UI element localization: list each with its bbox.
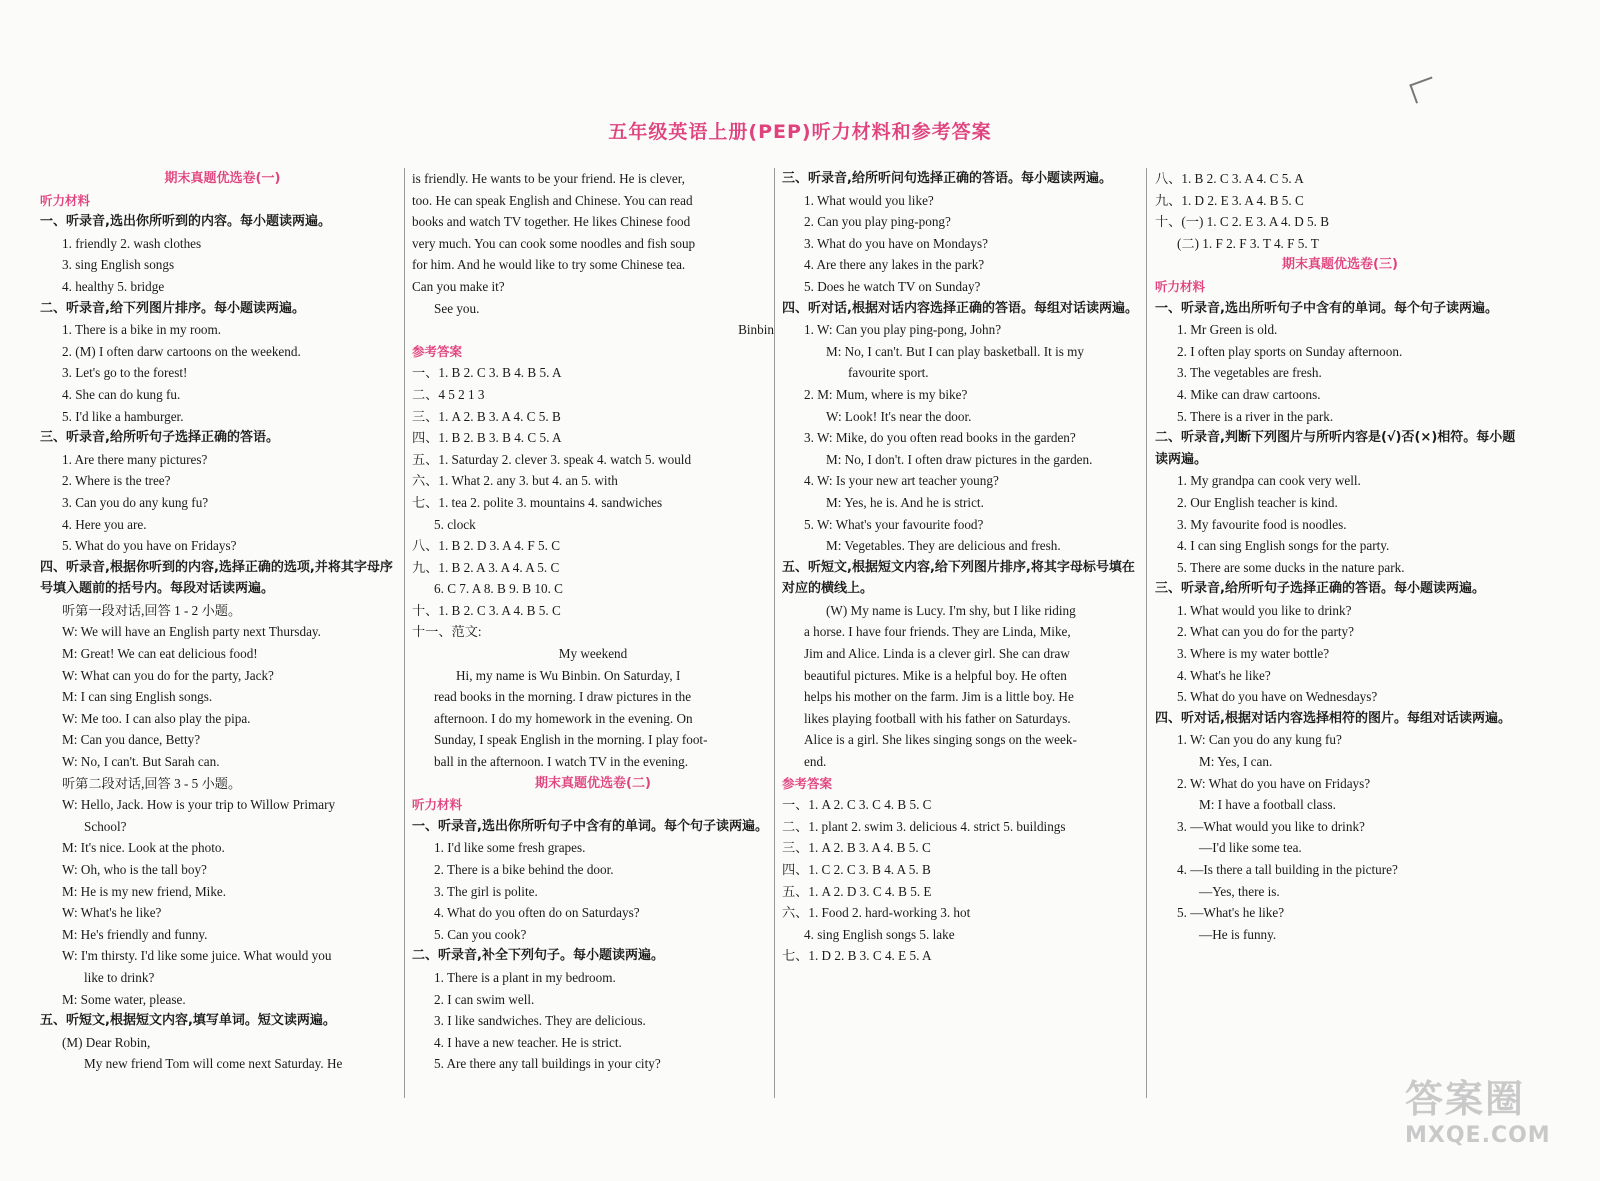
text-line: 1. What would you like?: [804, 192, 934, 208]
exam-title: 期末真题优选卷(三): [1282, 257, 1398, 273]
text-line: 听第二段对话,回答 3 - 5 小题。: [62, 775, 242, 791]
text-line: 1. W: Can you do any kung fu?: [1177, 732, 1342, 748]
section-heading: 三、听录音,给所听问句选择正确的答语。每小题读两遍。: [782, 171, 1112, 186]
text-line: 4. Are there any lakes in the park?: [804, 257, 985, 273]
text-line: too. He can speak English and Chinese. You can read: [412, 192, 693, 208]
text-line: (W) My name is Lucy. I'm shy, but I like riding: [826, 602, 1076, 618]
text-line: W: What's he like?: [62, 905, 162, 921]
text-line: 3. The vegetables are fresh.: [1177, 365, 1322, 381]
text-line: (M) Dear Robin,: [62, 1034, 151, 1050]
text-line: 4. What's he like?: [1177, 667, 1271, 683]
text-line: 2. W: What do you have on Fridays?: [1177, 775, 1371, 791]
section-heading: 一、听录音,选出所听句子中含有的单词。每个句子读两遍。: [1155, 300, 1498, 316]
text-line: M: I have a football class.: [1199, 797, 1336, 813]
text-line: books and watch TV together. He likes Chinese food: [412, 214, 691, 230]
text-line: 3. Let's go to the forest!: [62, 365, 188, 381]
text-line: 二、1. plant 2. swim 3. delicious 4. strict 5. buildings: [782, 818, 1066, 834]
text-line: 1. What would you like to drink?: [1177, 602, 1352, 618]
text-line: —He is funny.: [1199, 926, 1277, 942]
text-line: W: Look! It's near the door.: [826, 408, 972, 424]
watermark-text: 答案圈: [1405, 1077, 1526, 1121]
text-line: 九、1. B 2. A 3. A 4. A 5. C: [412, 559, 560, 575]
text-line: 六、1. What 2. any 3. but 4. an 5. with: [412, 473, 618, 489]
text-line: 十一、范文:: [412, 624, 482, 640]
text-line: 6. C 7. A 8. B 9. B 10. C: [434, 581, 563, 597]
exam-title: 期末真题优选卷(一): [164, 171, 281, 186]
text-line: beautiful pictures. Mike is a helpful boy. He often: [804, 667, 1067, 683]
text-line: 2. Our English teacher is kind.: [1177, 494, 1338, 510]
text-line: helps his mother on the farm. Jim is a little boy. He: [804, 689, 1074, 705]
text-line: 1. friendly 2. wash clothes: [62, 235, 202, 251]
text-line: Hi, my name is Wu Binbin. On Saturday, I: [456, 667, 681, 683]
text-line: 十、1. B 2. C 3. A 4. B 5. C: [412, 602, 561, 618]
section-heading: 二、听录音,判断下列图片与所听内容是(√)否(×)相符。每小题读两遍。: [1155, 430, 1516, 467]
exam-title: 期末真题优选卷(二): [535, 775, 651, 791]
text-line: a horse. I have four friends. They are Linda, Mike,: [804, 624, 1071, 640]
text-line: M: He's friendly and funny.: [62, 926, 208, 942]
text-line: Can you make it?: [412, 278, 505, 294]
text-line: 4. W: Is your new art teacher young?: [804, 473, 999, 489]
text-line: end.: [804, 754, 827, 770]
text-line: M: Vegetables. They are delicious and fresh.: [826, 538, 1061, 554]
text-line: 3. What do you have on Mondays?: [804, 235, 988, 251]
text-line: 十、(一) 1. C 2. E 3. A 4. D 5. B: [1155, 214, 1330, 230]
text-line: 七、1. D 2. B 3. C 4. E 5. A: [782, 948, 932, 964]
text-line: W: Me too. I can also play the pipa.: [62, 710, 251, 726]
text-line: 5. —What's he like?: [1177, 905, 1285, 921]
text-line: My new friend Tom will come next Saturday. He: [84, 1056, 343, 1072]
text-line: 五、1. Saturday 2. clever 3. speak 4. watch 5. would: [412, 451, 692, 467]
text-line: M: He is my new friend, Mike.: [62, 883, 227, 899]
text-line: 5. W: What's your favourite food?: [804, 516, 984, 532]
text-line: 五、1. A 2. D 3. C 4. B 5. E: [782, 883, 932, 899]
text-line: 5. Does he watch TV on Sunday?: [804, 278, 981, 294]
text-line: Jim and Alice. Linda is a clever girl. She can draw: [804, 646, 1070, 662]
subsection-label: 参考答案: [782, 775, 833, 791]
text-line: 2. I often play sports on Sunday afternoon.: [1177, 343, 1403, 359]
text-line: 四、1. C 2. C 3. B 4. A 5. B: [782, 862, 931, 877]
section-heading: 二、听录音,给下列图片排序。每小题读两遍。: [40, 300, 305, 316]
text-line: 3. Where is my water bottle?: [1177, 646, 1330, 662]
section-heading: 四、听录音,根据你听到的内容,选择正确的选项,并将其字母序号填入题前的括号内。每段对话读两遍。: [40, 559, 393, 597]
text-line: Alice is a girl. She likes singing songs on the week-: [804, 732, 1077, 748]
text-line: favourite sport.: [848, 365, 929, 381]
text-line: 二、4 5 2 1 3: [412, 386, 485, 402]
text-line: read books in the morning. I draw pictures in the: [434, 689, 692, 705]
text-line: 5. Can you cook?: [434, 926, 527, 942]
text-line: 5. There is a river in the park.: [1177, 408, 1334, 424]
text-line: 4. healthy 5. bridge: [62, 278, 165, 294]
text-line: 4. —Is there a tall building in the picture?: [1177, 862, 1398, 877]
text-line: 3. —What would you like to drink?: [1177, 818, 1365, 834]
column-4: [1155, 168, 1525, 945]
text-line: 1. Are there many pictures?: [62, 451, 208, 467]
section-heading: 三、听录音,给所听句子选择正确的答语。: [40, 430, 279, 446]
text-line: likes playing football with his father on Saturdays.: [804, 710, 1071, 726]
text-line: 一、1. B 2. C 3. B 4. B 5. A: [412, 365, 562, 381]
text-line: Binbin: [738, 322, 774, 338]
text-line: 1. There is a plant in my bedroom.: [434, 969, 616, 985]
corner-scribble: [1409, 76, 1438, 103]
text-line: 一、1. A 2. C 3. C 4. B 5. C: [782, 797, 932, 813]
watermark-logo: [1405, 1068, 1590, 1173]
text-line: 3. W: Mike, do you often read books in the garden?: [804, 430, 1076, 446]
text-line: 2. (M) I often darw cartoons on the weekend.: [62, 343, 301, 359]
text-line: School?: [84, 818, 127, 834]
text-line: 3. I like sandwiches. They are delicious.: [434, 1013, 646, 1029]
text-line: M: It's nice. Look at the photo.: [62, 840, 225, 856]
subsection-label: 听力材料: [40, 192, 91, 208]
text-line: 3. Can you do any kung fu?: [62, 494, 209, 510]
column-divider: [1146, 168, 1147, 1098]
text-line: 八、1. B 2. C 3. A 4. C 5. A: [1155, 171, 1304, 186]
text-line: See you.: [434, 300, 480, 316]
subsection-label: 听力材料: [1155, 278, 1206, 294]
text-line: 九、1. D 2. E 3. A 4. B 5. C: [1155, 192, 1304, 208]
text-line: afternoon. I do my homework in the evening. On: [434, 710, 693, 726]
text-line: 1. There is a bike in my room.: [62, 322, 222, 338]
text-line: 2. Where is the tree?: [62, 473, 171, 489]
text-line: 4. Here you are.: [62, 516, 147, 532]
section-heading: 四、听对话,根据对话内容选择相符的图片。每组对话读两遍。: [1155, 710, 1511, 726]
text-line: very much. You can cook some noodles and fish soup: [412, 235, 696, 251]
text-line: 2. What can you do for the party?: [1177, 624, 1354, 640]
text-line: 5. I'd like a hamburger.: [62, 408, 184, 424]
text-line: for him. And he would like to try some Chinese tea.: [412, 257, 686, 273]
text-line: M: Some water, please.: [62, 991, 186, 1007]
text-line: M: No, I can't. But I can play basketball. It is my: [826, 343, 1085, 359]
text-line: ball in the afternoon. I watch TV in the evening.: [434, 754, 689, 770]
page-title: 五年级英语上册(PEP)听力材料和参考答案: [608, 121, 992, 143]
text-line: Sunday, I speak English in the morning. I play foot-: [434, 732, 708, 748]
text-line: 1. Mr Green is old.: [1177, 322, 1278, 338]
text-line: M: Yes, he is. And he is strict.: [826, 494, 984, 510]
column-divider: [404, 168, 405, 1098]
text-line: (二) 1. F 2. F 3. T 4. F 5. T: [1177, 235, 1319, 251]
text-line: 2. M: Mum, where is my bike?: [804, 386, 968, 402]
section-heading: 二、听录音,补全下列句子。每小题读两遍。: [412, 948, 664, 964]
text-line: 5. clock: [434, 516, 476, 532]
text-line: 七、1. tea 2. polite 3. mountains 4. sandwiches: [412, 494, 663, 510]
text-line: 5. There are some ducks in the nature park.: [1177, 559, 1405, 575]
text-line: 5. What do you have on Wednesdays?: [1177, 689, 1378, 705]
text-line: 3. The girl is polite.: [434, 883, 538, 899]
text-line: 1. My grandpa can cook very well.: [1177, 473, 1361, 489]
text-line: 1. W: Can you play ping-pong, John?: [804, 322, 1002, 338]
section-heading: 一、听录音,选出你所听到的内容。每小题读两遍。: [40, 214, 331, 230]
text-line: is friendly. He wants to be your friend. He is clever,: [412, 171, 685, 186]
subsection-label: 参考答案: [412, 343, 463, 359]
text-line: W: We will have an English party next Thursday.: [62, 624, 321, 640]
text-line: 3. sing English songs: [62, 257, 175, 273]
text-line: 4. I have a new teacher. He is strict.: [434, 1034, 622, 1050]
text-line: 2. I can swim well.: [434, 991, 535, 1007]
text-line: 4. Mike can draw cartoons.: [1177, 386, 1321, 402]
text-line: M: Can you dance, Betty?: [62, 732, 201, 748]
text-line: —I'd like some tea.: [1199, 840, 1302, 856]
text-line: M: Yes, I can.: [1199, 754, 1273, 770]
text-line: 六、1. Food 2. hard-working 3. hot: [782, 905, 971, 921]
text-line: M: I can sing English songs.: [62, 689, 213, 705]
text-line: 2. Can you play ping-pong?: [804, 214, 951, 230]
text-line: 三、1. A 2. B 3. A 4. C 5. B: [412, 408, 561, 424]
text-line: W: What can you do for the party, Jack?: [62, 667, 274, 683]
text-line: M: Great! We can eat delicious food!: [62, 646, 258, 662]
watermark-url: MXQE.COM: [1405, 1123, 1551, 1148]
section-heading: 一、听录音,选出你所听句子中含有的单词。每个句子读两遍。: [412, 818, 768, 834]
text-line: 1. I'd like some fresh grapes.: [434, 840, 586, 856]
column-1: [40, 168, 405, 1075]
text-line: 听第一段对话,回答 1 - 2 小题。: [62, 602, 242, 618]
subsection-label: 听力材料: [412, 797, 463, 813]
text-line: W: No, I can't. But Sarah can.: [62, 754, 220, 770]
text-line: —Yes, there is.: [1199, 883, 1280, 899]
text-line: 三、1. A 2. B 3. A 4. B 5. C: [782, 840, 931, 856]
text-line: like to drink?: [84, 969, 155, 985]
text-line: 4. sing English songs 5. lake: [804, 926, 955, 942]
text-line: 2. There is a bike behind the door.: [434, 862, 614, 877]
text-line: 3. My favourite food is noodles.: [1177, 516, 1347, 532]
text-line: 八、1. B 2. D 3. A 4. F 5. C: [412, 538, 561, 554]
text-line: 4. What do you often do on Saturdays?: [434, 905, 640, 921]
text-line: 4. I can sing English songs for the party.: [1177, 538, 1390, 554]
section-heading: 五、听短文,根据短文内容,填写单词。短文读两遍。: [40, 1013, 336, 1029]
column-2: [412, 168, 774, 1075]
text-line: My weekend: [558, 646, 628, 662]
section-heading: 五、听短文,根据短文内容,给下列图片排序,将其字母标号填在对应的横线上。: [782, 559, 1135, 597]
column-divider: [774, 168, 775, 1098]
column-3: [782, 168, 1147, 967]
text-line: W: I'm thirsty. I'd like some juice. What would you: [62, 948, 332, 964]
text-line: 四、1. B 2. B 3. B 4. C 5. A: [412, 430, 562, 446]
section-heading: 三、听录音,给所听句子选择正确的答语。每小题读两遍。: [1155, 581, 1485, 597]
text-line: W: Oh, who is the tall boy?: [62, 862, 207, 877]
text-line: W: Hello, Jack. How is your trip to Willow Primary: [62, 797, 336, 813]
text-line: 5. Are there any tall buildings in your city?: [434, 1056, 661, 1072]
text-line: 5. What do you have on Fridays?: [62, 538, 237, 554]
text-line: M: No, I don't. I often draw pictures in the garden.: [826, 451, 1093, 467]
section-heading: 四、听对话,根据对话内容选择正确的答语。每组对话读两遍。: [782, 300, 1138, 316]
text-line: 4. She can do kung fu.: [62, 386, 181, 402]
